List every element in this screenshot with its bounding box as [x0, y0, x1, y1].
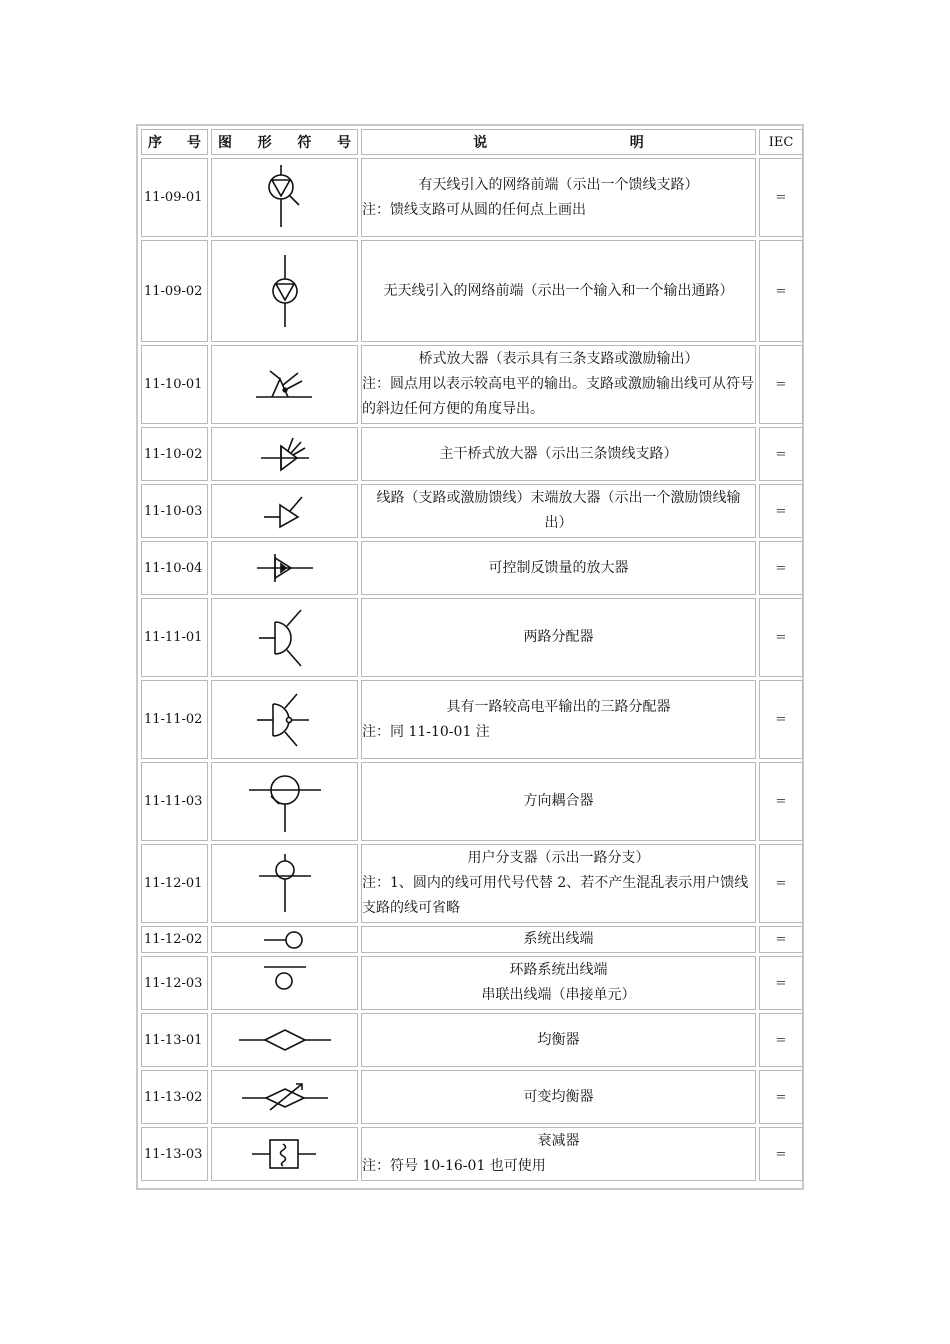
- symbol-table-frame: [136, 124, 804, 1190]
- table-row: [141, 598, 803, 677]
- variable-equalizer-icon: [240, 1080, 330, 1114]
- iec-mark: =: [759, 762, 803, 841]
- row-number: 11-09-02: [141, 240, 208, 342]
- description-main: 均衡器: [537, 1031, 580, 1048]
- iec-mark: =: [759, 1013, 803, 1067]
- system-outlet-icon: [260, 928, 310, 952]
- feedback-amplifier-icon: [253, 548, 317, 588]
- description-main: 无天线引入的网络前端（示出一个输入和一个输出通路）: [383, 282, 734, 299]
- description-cell: [361, 240, 756, 342]
- iec-mark: =: [759, 427, 803, 481]
- description-main-secondary: 串联出线端（串接单元）: [481, 987, 636, 1003]
- iec-mark: =: [759, 541, 803, 595]
- description-cell: [361, 158, 756, 237]
- table-row: [141, 484, 803, 538]
- iec-mark: =: [759, 926, 803, 953]
- header-description-char: 说: [473, 135, 488, 151]
- table-row: [141, 1070, 803, 1124]
- header-number: [141, 129, 208, 155]
- iec-mark: =: [759, 1127, 803, 1181]
- description-main: 可变均衡器: [523, 1088, 594, 1105]
- symbol-cell: [211, 926, 358, 953]
- description-note: 注：同 11-10-01 注: [362, 723, 490, 740]
- header-symbol-char: 图: [218, 135, 232, 151]
- table-row: [141, 1127, 803, 1181]
- table-row: [141, 926, 803, 953]
- description-note: 注：符号 10-16-01 也可使用: [362, 1158, 546, 1174]
- description-main: 主干桥式放大器（示出三条馈线支路）: [439, 445, 678, 462]
- description-main: 具有一路较高电平输出的三路分配器: [446, 698, 671, 715]
- iec-mark: =: [759, 844, 803, 923]
- row-number: 11-10-01: [141, 345, 208, 424]
- symbol-cell: [211, 844, 358, 923]
- iec-mark: =: [759, 1070, 803, 1124]
- symbol-table: [138, 126, 806, 1184]
- loop-outlet-icon: [260, 961, 310, 1005]
- table-row: [141, 1013, 803, 1067]
- subscriber-tap-icon: [255, 852, 315, 916]
- row-number: 11-10-02: [141, 427, 208, 481]
- iec-mark: =: [759, 956, 803, 1010]
- description-cell: [361, 1013, 756, 1067]
- attenuator-icon: [250, 1136, 320, 1172]
- symbol-cell: [211, 762, 358, 841]
- symbol-cell: [211, 1127, 358, 1181]
- table-row: [141, 680, 803, 759]
- description-note: 注：1、圆内的线可用代号代替 2、若不产生混乱表示用户馈线支路的线可省略: [362, 875, 749, 916]
- headend-without-antenna-icon: [255, 251, 315, 331]
- symbol-cell: [211, 1070, 358, 1124]
- header-number-char: 序: [148, 135, 162, 151]
- symbol-cell: [211, 158, 358, 237]
- description-main: 线路（支路或激励馈线）末端放大器（示出一个激励馈线输出）: [376, 490, 741, 531]
- row-number: 11-12-02: [141, 926, 208, 953]
- description-cell: [361, 844, 756, 923]
- symbol-cell: [211, 956, 358, 1010]
- bridge-amplifier-icon: [250, 365, 320, 405]
- iec-mark: =: [759, 680, 803, 759]
- header-description-char: 明: [629, 135, 644, 151]
- header-description: [361, 129, 756, 155]
- description-cell: [361, 926, 756, 953]
- row-number: 11-11-01: [141, 598, 208, 677]
- description-cell: [361, 1127, 756, 1181]
- equalizer-icon: [237, 1025, 333, 1055]
- description-main: 可控制反馈量的放大器: [488, 559, 629, 576]
- description-main: 系统出线端: [523, 931, 594, 947]
- symbol-cell: [211, 240, 358, 342]
- trunk-bridge-amplifier-icon: [255, 434, 315, 474]
- description-cell: [361, 956, 756, 1010]
- table-row: [141, 345, 803, 424]
- header-symbol-char: 号: [336, 135, 351, 151]
- header-symbol-char: 形: [257, 135, 272, 151]
- description-main: 桥式放大器（表示具有三条支路或激励输出）: [418, 351, 699, 367]
- symbol-cell: [211, 598, 358, 677]
- iec-mark: =: [759, 240, 803, 342]
- directional-coupler-icon: [245, 768, 325, 836]
- description-cell: [361, 1070, 756, 1124]
- row-number: 11-10-03: [141, 484, 208, 538]
- row-number: 11-11-02: [141, 680, 208, 759]
- symbol-cell: [211, 541, 358, 595]
- description-main: 环路系统出线端: [509, 962, 608, 978]
- table-row: [141, 158, 803, 237]
- header-symbol: [211, 129, 358, 155]
- description-main: 方向耦合器: [523, 793, 594, 809]
- two-way-splitter-icon: [255, 606, 315, 670]
- description-cell: [361, 598, 756, 677]
- symbol-cell: [211, 345, 358, 424]
- description-main: 有天线引入的网络前端（示出一个馈线支路）: [418, 176, 699, 193]
- table-row: [141, 427, 803, 481]
- three-way-splitter-icon: [253, 688, 317, 752]
- description-cell: [361, 345, 756, 424]
- symbol-cell: [211, 427, 358, 481]
- row-number: 11-12-01: [141, 844, 208, 923]
- table-row: [141, 541, 803, 595]
- description-cell: [361, 427, 756, 481]
- iec-mark: =: [759, 484, 803, 538]
- iec-mark: =: [759, 598, 803, 677]
- description-cell: [361, 762, 756, 841]
- description-cell: [361, 541, 756, 595]
- line-end-amplifier-icon: [260, 491, 310, 531]
- row-number: 11-12-03: [141, 956, 208, 1010]
- description-cell: [361, 484, 756, 538]
- header-symbol-char: 符: [297, 135, 312, 151]
- row-number: 11-10-04: [141, 541, 208, 595]
- description-note: 注：馈线支路可从圆的任何点上画出: [362, 201, 586, 218]
- symbol-cell: [211, 680, 358, 759]
- row-number: 11-13-03: [141, 1127, 208, 1181]
- table-row: [141, 762, 803, 841]
- description-cell: [361, 680, 756, 759]
- iec-mark: =: [759, 345, 803, 424]
- description-main: 用户分支器（示出一路分支）: [467, 850, 650, 866]
- row-number: 11-13-01: [141, 1013, 208, 1067]
- header-iec: IEC: [759, 129, 803, 155]
- header-number-char: 号: [187, 135, 201, 151]
- iec-mark: =: [759, 158, 803, 237]
- table-header: [141, 129, 803, 155]
- row-number: 11-09-01: [141, 158, 208, 237]
- description-main: 两路分配器: [523, 629, 594, 645]
- table-row: [141, 240, 803, 342]
- table-row: [141, 844, 803, 923]
- description-main: 衰减器: [537, 1133, 580, 1149]
- description-note: 注：圆点用以表示较高电平的输出。支路或激励输出线可从符号的斜边任何方便的角度导出。: [362, 376, 754, 417]
- row-number: 11-13-02: [141, 1070, 208, 1124]
- symbol-cell: [211, 1013, 358, 1067]
- headend-with-antenna-icon: [255, 163, 315, 233]
- row-number: 11-11-03: [141, 762, 208, 841]
- table-row: [141, 956, 803, 1010]
- symbol-cell: [211, 484, 358, 538]
